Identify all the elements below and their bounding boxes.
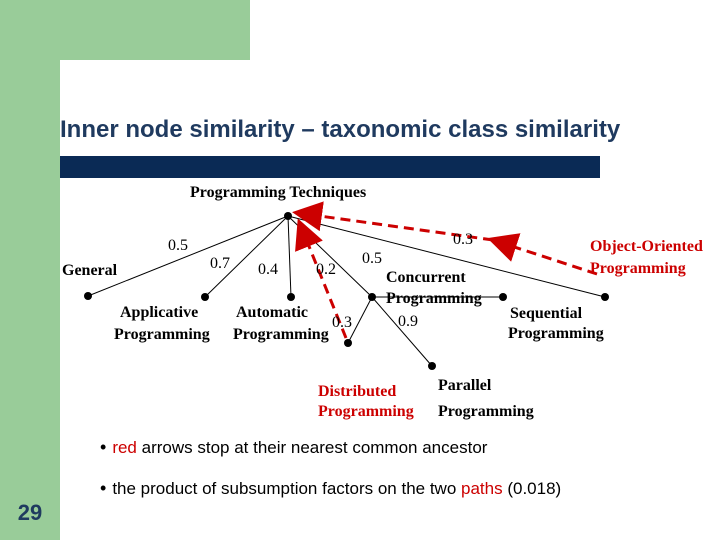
label-applicative-1: Applicative (120, 304, 199, 321)
label-oop-2: Programming (590, 260, 686, 277)
tree-nodes (84, 212, 609, 370)
label-distributed-1: Distributed (318, 383, 397, 400)
bullet-dot-icon: • (100, 478, 107, 498)
label-automatic-2: Programming (233, 326, 329, 343)
bullet-2 (100, 478, 561, 499)
edge-root-general (88, 216, 288, 296)
node-oop (601, 293, 609, 301)
node-automatic (287, 293, 295, 301)
label-parallel-1: Parallel (438, 377, 492, 394)
slide-number: 29 (17, 500, 43, 525)
label-sequential-1: Sequential (510, 305, 583, 322)
bullet-1-red: red (112, 438, 137, 457)
edge-concurrent-distributed (372, 297, 432, 366)
red-arrow-right-start (493, 240, 597, 274)
node-sequential (499, 293, 507, 301)
node-general (84, 292, 92, 300)
label-distributed-2: Programming (318, 403, 414, 420)
label-concurrent-2: Programming (386, 290, 482, 307)
weight-concurrent: 0.5 (362, 250, 382, 267)
weight-general: 0.5 (168, 237, 188, 254)
label-applicative-2: Programming (114, 326, 210, 343)
weight-distributed: 0.9 (398, 313, 418, 330)
node-concurrent (368, 293, 376, 301)
weight-applicative: 0.7 (210, 255, 230, 272)
bullet-1-text: arrows stop at their nearest common ancestor (136, 438, 488, 457)
weight-oop: 0.3 (453, 231, 473, 248)
label-root: Programming Techniques (190, 184, 367, 201)
slide-title: Inner node similarity – taxonomic class similarity (60, 116, 621, 143)
label-concurrent-1: Concurrent (386, 269, 466, 286)
edge-root-automatic (288, 216, 291, 297)
node-distributed (428, 362, 436, 370)
bullet-dot-icon: • (100, 437, 107, 457)
label-sequential-2: Programming (508, 325, 604, 342)
label-automatic-1: Automatic (236, 304, 308, 321)
node-root (284, 212, 292, 220)
weight-root-concurrent: 0.2 (316, 261, 336, 278)
node-automatic-leaf (344, 339, 352, 347)
label-general: General (62, 262, 118, 279)
bullet-2-red: paths (461, 479, 503, 498)
label-parallel-2: Programming (438, 403, 534, 420)
label-oop-1: Object-Oriented (590, 238, 703, 255)
bullet-2-tail: (0.018) (502, 479, 562, 498)
bullet-2-text: the product of subsumption factors on the two (112, 479, 462, 498)
weight-automatic-leaf: 0.3 (332, 314, 352, 331)
bullet-1 (100, 437, 487, 458)
node-applicative (201, 293, 209, 301)
weight-automatic: 0.4 (258, 261, 278, 278)
